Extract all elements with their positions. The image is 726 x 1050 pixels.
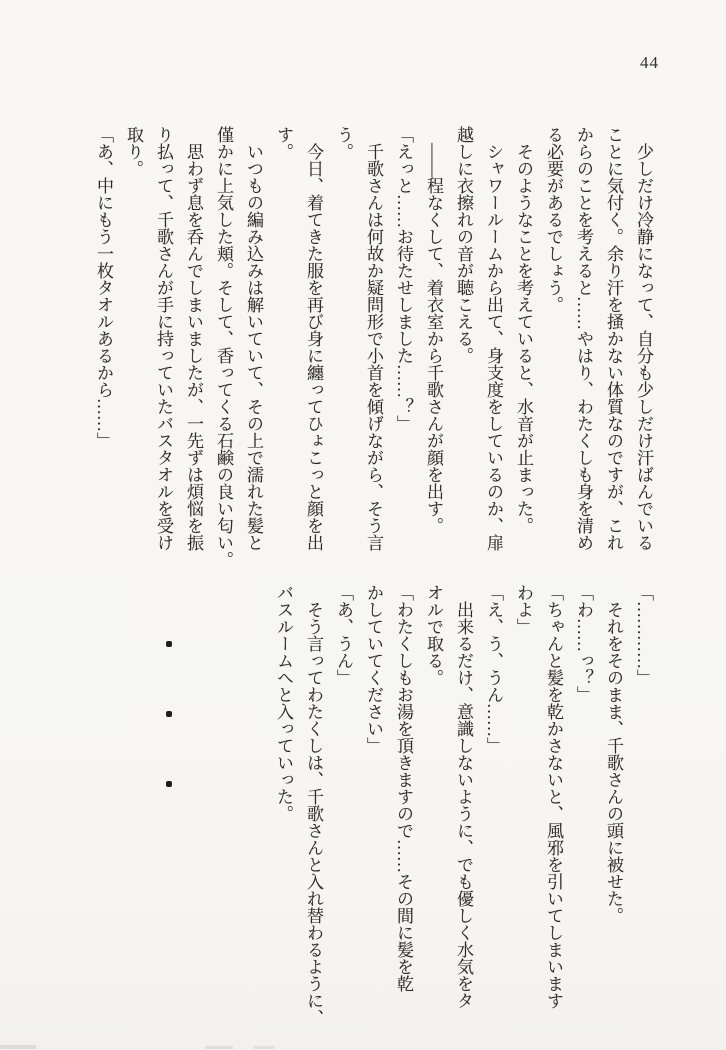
text-column: 思わず息を呑んでしまいましたが、一先ずは煩悩を振 — [184, 143, 203, 551]
top-text-block — [88, 126, 658, 572]
text-column: バスルームへと入っていった。 — [274, 584, 293, 822]
text-column: かしていてください」 — [364, 584, 383, 754]
text-column: オルで取る。 — [424, 584, 443, 686]
text-column: 「あ、うん」 — [334, 584, 353, 686]
text-column: 「え、う、うん……」 — [484, 584, 503, 754]
text-column: 取り。 — [124, 126, 143, 177]
text-column: う。 — [334, 126, 353, 160]
text-column: 僅かに上気した頬。そして、香ってくる石鹸の良い匂い。 — [214, 126, 233, 568]
scan-artifact — [205, 1046, 233, 1049]
text-column: それをそのまま、千歌さんの頭に被せた。 — [604, 601, 623, 924]
scene-break-dot — [166, 711, 172, 717]
text-column: り払って、千歌さんが手に持っていたバスタオルを受け — [154, 126, 173, 551]
text-column: 越しに衣擦れの音が聴こえる。 — [454, 126, 473, 364]
text-column: 千歌さんは何故か疑問形で小首を傾げながら、そう言 — [364, 143, 383, 551]
scan-artifact — [253, 1046, 275, 1049]
text-column: る必要があるでしょう。 — [544, 126, 563, 313]
text-column: わよ」 — [514, 584, 533, 635]
scene-break-dot — [166, 781, 172, 787]
text-column: からのことを考えると……やはり、わたくしも身を清め — [574, 126, 593, 551]
text-column: シャワールームから出て、身支度をしているのか、扉 — [484, 143, 503, 551]
text-column: 出来るだけ、意識しないように、でも優しく水気をタ — [454, 601, 473, 1009]
page-number: 44 — [640, 53, 659, 72]
scene-break-dot — [166, 641, 172, 647]
text-column: 少しだけ冷静になって、自分も少しだけ汗ばんでいる — [634, 143, 653, 551]
text-column: そのようなことを考えていると、水音が止まった。 — [514, 143, 533, 534]
text-column: 「…………」 — [634, 584, 653, 686]
scene-break-dots — [165, 641, 173, 791]
text-column: 「わ……っ？」 — [574, 584, 593, 703]
scan-artifact — [0, 1045, 36, 1049]
text-column: す。 — [274, 126, 293, 160]
text-column: ――程なくして、着衣室から千歌さんが顔を出す。 — [424, 143, 443, 534]
text-column: 「わたくしもお湯を頂きますので……その間に髪を乾 — [394, 584, 413, 992]
text-column: 「えっと……お待たせしました……？」 — [394, 126, 413, 432]
text-column: そう言ってわたくしは、千歌さんと入れ替わるように、 — [304, 601, 323, 1026]
text-column: 「ちゃんと髪を乾かさないと、風邪を引いてしまいます — [544, 584, 563, 1009]
text-column: ことに気付く。余り汗を掻かない体質なのですが、これ — [604, 126, 623, 551]
text-column: 「あ、中にもう一枚タオルあるから……」 — [94, 126, 113, 449]
text-column: いつもの編み込みは解いていて、その上で濡れた髪と — [244, 143, 263, 551]
text-column: 今日、着てきた服を再び身に纏ってひょこっと顔を出 — [304, 143, 323, 551]
bottom-text-block — [268, 584, 658, 1030]
